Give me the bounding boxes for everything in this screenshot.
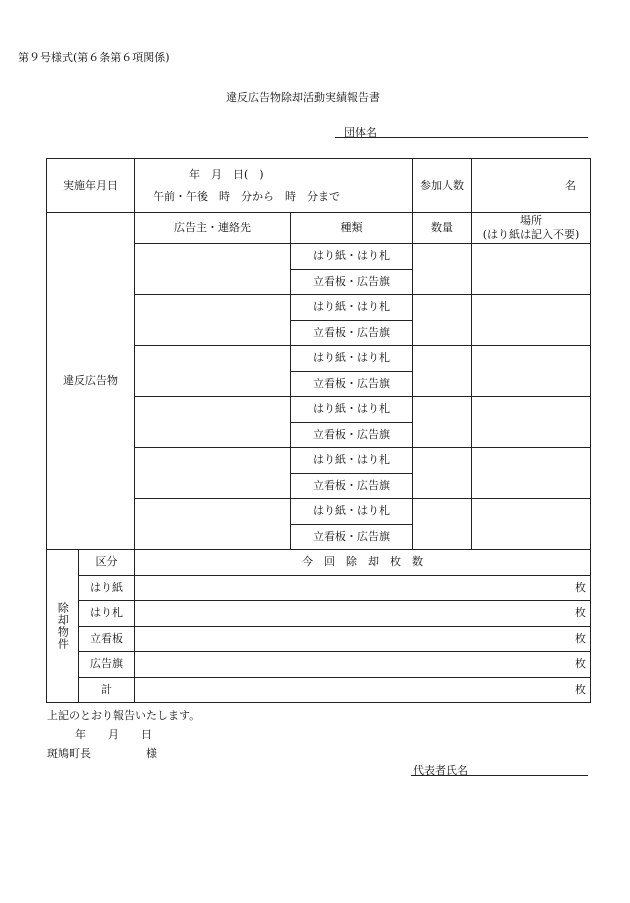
report-statement: 上記のとおり報告いたします。	[47, 709, 201, 722]
type-option-a[interactable]: はり紙・はり札	[291, 499, 413, 525]
type-option-a[interactable]: はり紙・はり札	[291, 397, 413, 423]
advertiser-cell[interactable]	[135, 448, 291, 499]
sheet-unit: 枚	[575, 657, 586, 671]
date-value: 年 月 日( )	[189, 167, 264, 181]
removal-row-label: 立看板	[79, 626, 135, 652]
quantity-cell[interactable]	[413, 499, 472, 550]
location-cell[interactable]	[472, 397, 591, 448]
location-cell[interactable]	[472, 295, 591, 346]
removed-items-label	[47, 550, 79, 703]
sheet-unit: 枚	[575, 631, 586, 645]
advertiser-header: 広告主・連絡先	[135, 213, 291, 244]
type-option-b[interactable]: 立看板・広告旗	[291, 473, 413, 499]
location-header-line1: 場所	[520, 214, 542, 228]
sheet-unit: 枚	[575, 606, 586, 620]
type-option-b[interactable]: 立看板・広告旗	[291, 422, 413, 448]
removal-row-label: はり紙	[79, 575, 135, 601]
participants-unit: 名	[565, 178, 576, 192]
quantity-cell[interactable]	[413, 244, 472, 295]
report-table	[46, 158, 591, 703]
representative-label: 代表者氏名	[413, 764, 468, 777]
type-header: 種類	[291, 213, 413, 244]
category-header: 区分	[79, 550, 135, 576]
time-value: 午前・午後 時 分から 時 分まで	[153, 189, 340, 203]
org-name-field[interactable]	[335, 137, 588, 138]
removal-count-cell[interactable]	[135, 652, 591, 678]
location-cell[interactable]	[472, 499, 591, 550]
removal-count-header: 今 回 除 却 枚 数	[135, 550, 591, 576]
advertiser-cell[interactable]	[135, 499, 291, 550]
quantity-cell[interactable]	[413, 448, 472, 499]
advertiser-cell[interactable]	[135, 295, 291, 346]
type-option-b[interactable]: 立看板・広告旗	[291, 320, 413, 346]
participants-cell[interactable]	[472, 159, 591, 213]
location-cell[interactable]	[472, 244, 591, 295]
location-header-line2: (はり紙は記入不要)	[482, 228, 580, 241]
location-cell[interactable]	[472, 448, 591, 499]
report-date[interactable]: 年 月 日	[75, 728, 152, 741]
sheet-unit: 枚	[575, 682, 586, 696]
date-label: 実施年月日	[47, 159, 135, 213]
location-cell[interactable]	[472, 346, 591, 397]
removal-count-cell[interactable]	[135, 601, 591, 627]
advertiser-cell[interactable]	[135, 346, 291, 397]
quantity-cell[interactable]	[413, 397, 472, 448]
sheet-unit: 枚	[575, 580, 586, 594]
advertiser-cell[interactable]	[135, 397, 291, 448]
violating-ads-label: 違反広告物	[47, 213, 135, 550]
quantity-header: 数量	[413, 213, 472, 244]
advertiser-cell[interactable]	[135, 244, 291, 295]
participants-label: 参加人数	[413, 159, 472, 213]
type-option-b[interactable]: 立看板・広告旗	[291, 524, 413, 550]
removal-count-cell[interactable]	[135, 626, 591, 652]
type-option-a[interactable]: はり紙・はり札	[291, 448, 413, 474]
removal-row-label: 広告旗	[79, 652, 135, 678]
removal-row-label: 計	[79, 677, 135, 703]
removed-items-text: 除却物件	[56, 602, 70, 650]
type-option-b[interactable]: 立看板・広告旗	[291, 269, 413, 295]
org-name-label: 団体名	[344, 126, 377, 139]
representative-name-field[interactable]	[411, 775, 588, 776]
type-option-a[interactable]: はり紙・はり札	[291, 295, 413, 321]
date-time-cell[interactable]	[135, 159, 413, 213]
removal-count-cell[interactable]	[135, 677, 591, 703]
type-option-a[interactable]: はり紙・はり札	[291, 346, 413, 372]
type-option-a[interactable]: はり紙・はり札	[291, 244, 413, 270]
document-title: 違反広告物除却活動実績報告書	[226, 91, 380, 104]
type-option-b[interactable]: 立看板・広告旗	[291, 371, 413, 397]
addressee: 斑鳩町長 様	[47, 747, 157, 760]
quantity-cell[interactable]	[413, 295, 472, 346]
quantity-cell[interactable]	[413, 346, 472, 397]
location-header	[472, 213, 591, 244]
form-number: 第９号様式(第６条第６項関係)	[18, 51, 170, 64]
removal-row-label: はり札	[79, 601, 135, 627]
removal-count-cell[interactable]	[135, 575, 591, 601]
